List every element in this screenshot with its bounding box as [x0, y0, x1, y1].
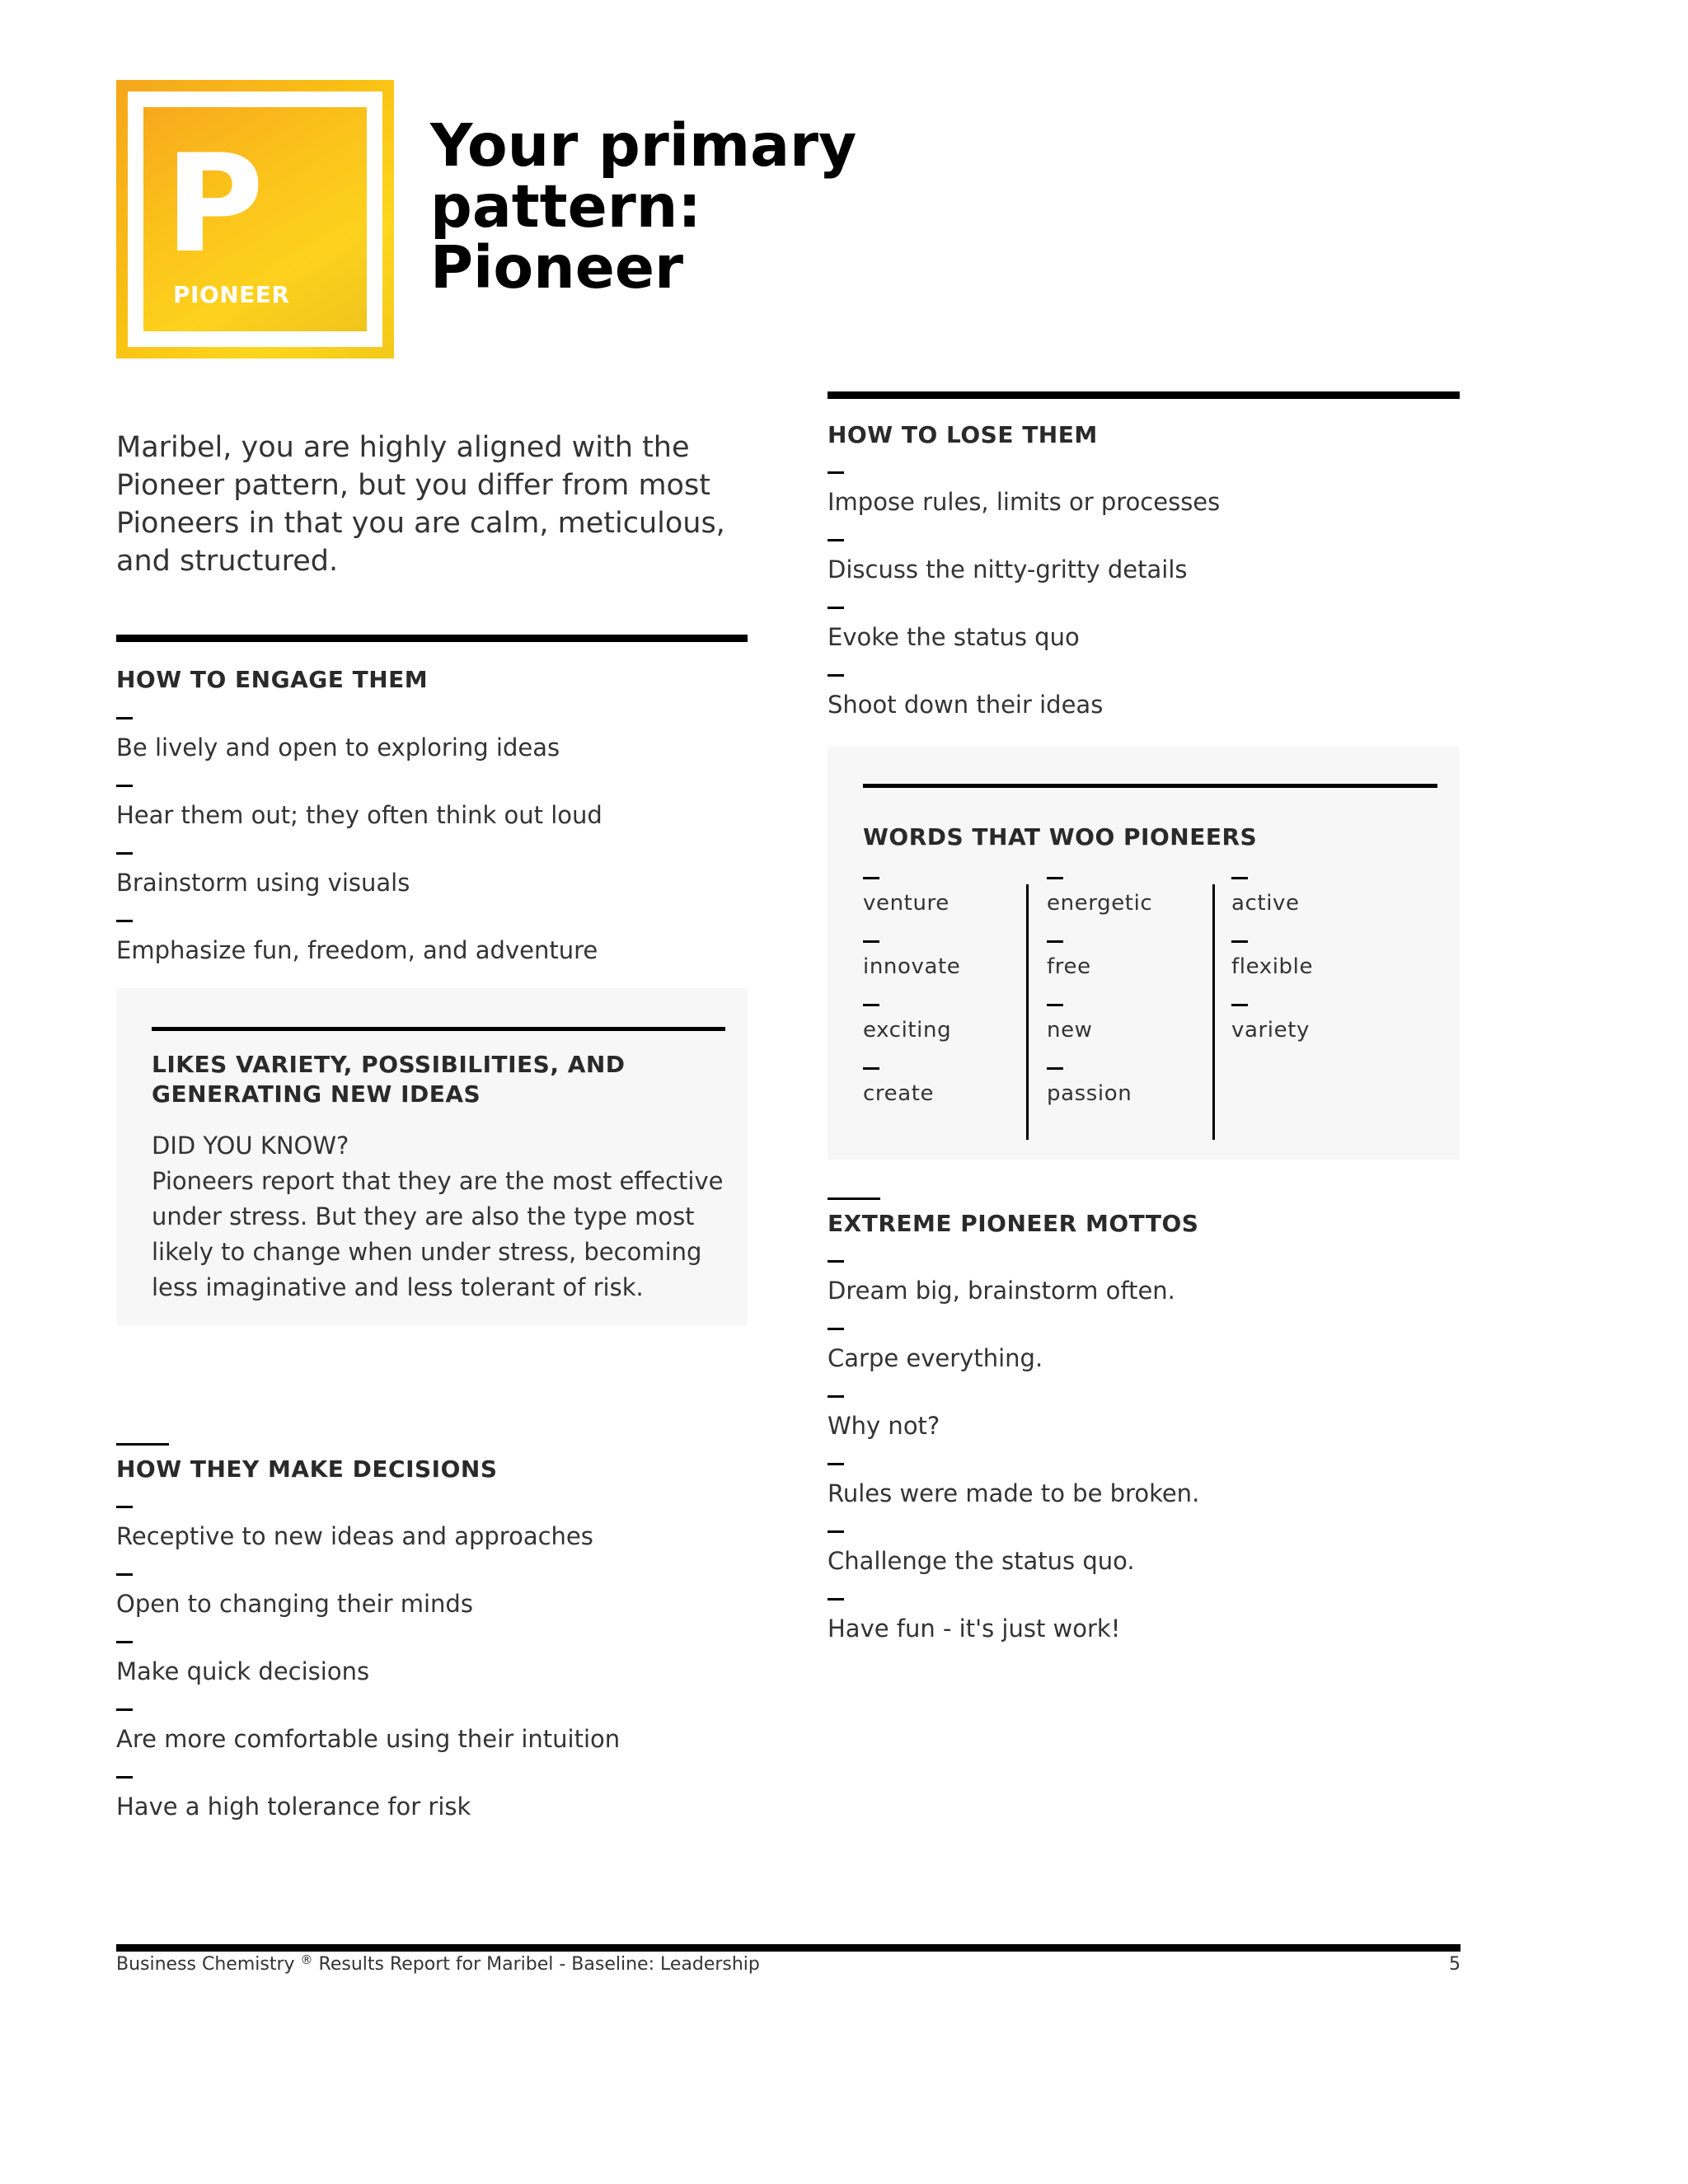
page-title-line2: Pioneer [430, 233, 684, 302]
word-item: exciting [863, 1018, 952, 1043]
words-box [828, 746, 1460, 1160]
decisions-list [116, 1521, 743, 1858]
registered-mark: ® [300, 1952, 313, 1967]
footer-divider [116, 1944, 1461, 1952]
list-item: Impose rules, limits or processes [828, 486, 1454, 518]
list-item: Carpe everything. [828, 1343, 1454, 1374]
intro-paragraph: Maribel, you are highly aligned with the Pioneer pattern, but you differ from most Pioneers in that you are calm, meticulous, and structured. [116, 431, 725, 578]
word-item: flexible [1231, 954, 1314, 979]
decisions-heading: HOW THEY MAKE DECISIONS [116, 1455, 498, 1483]
engage-heading: HOW TO ENGAGE THEM [116, 666, 429, 693]
footer-brand: Business Chemistry [116, 1954, 295, 1975]
decisions-divider [116, 1443, 169, 1446]
list-item: Discuss the nitty-gritty details [828, 554, 1454, 585]
did-you-know-text: Pioneers report that they are the most effective under stress. But they are also the type most likely to change when under stress, becoming less imaginative and less tolerant of risk. [152, 1167, 724, 1301]
engage-list [116, 732, 743, 1002]
word-item: active [1231, 891, 1300, 916]
page-number: 5 [1449, 1954, 1461, 1975]
list-item: Receptive to new ideas and approaches [116, 1521, 743, 1552]
list-item: Shoot down their ideas [828, 689, 1454, 720]
list-item: Have a high tolerance for risk [116, 1791, 743, 1822]
words-column-separator [1026, 884, 1029, 1140]
likes-box-heading-line2: GENERATING NEW IDEAS [152, 1080, 481, 1108]
word-item: create [863, 1081, 935, 1106]
list-item: Have fun - it's just work! [828, 1613, 1454, 1644]
words-box-heading: WORDS THAT WOO PIONEERS [863, 823, 1258, 851]
lose-heading: HOW TO LOSE THEM [828, 421, 1098, 448]
word-item: venture [863, 891, 950, 916]
list-item: Be lively and open to exploring ideas [116, 732, 743, 763]
page-title-line1: Your primary pattern: [430, 111, 857, 241]
pioneer-logo-letter: P [165, 125, 265, 283]
list-item: Make quick decisions [116, 1656, 743, 1687]
engage-divider [116, 635, 748, 642]
footer-report-title [116, 1954, 760, 1975]
list-item: Are more comfortable using their intuition [116, 1723, 743, 1755]
words-box-divider [863, 784, 1437, 788]
list-item: Hear them out; they often think out loud [116, 799, 743, 831]
did-you-know-label: DID YOU KNOW? [152, 1132, 349, 1160]
list-item: Rules were made to be broken. [828, 1478, 1454, 1509]
lose-list [828, 486, 1454, 757]
likes-box [116, 988, 748, 1326]
mottos-heading: EXTREME PIONEER MOTTOS [828, 1210, 1199, 1237]
mottos-list [828, 1275, 1454, 1680]
pioneer-logo-word: PIONEER [173, 281, 290, 308]
likes-box-divider [152, 1027, 725, 1031]
list-item: Dream big, brainstorm often. [828, 1275, 1454, 1306]
word-item: free [1047, 954, 1091, 979]
list-item: Challenge the status quo. [828, 1545, 1454, 1577]
list-item: Evoke the status quo [828, 621, 1454, 653]
word-item: variety [1231, 1018, 1311, 1043]
likes-box-heading-line1: LIKES VARIETY, POSSIBILITIES, AND [152, 1051, 626, 1078]
list-item: Why not? [828, 1410, 1454, 1441]
word-item: innovate [863, 954, 961, 979]
words-column-separator [1212, 884, 1215, 1140]
word-item: passion [1047, 1081, 1132, 1106]
mottos-divider [828, 1197, 880, 1200]
word-item: energetic [1047, 891, 1153, 916]
list-item: Emphasize fun, freedom, and adventure [116, 935, 743, 966]
footer-report-subtitle: Results Report for Maribel - Baseline: Leadership [312, 1954, 760, 1975]
likes-box-heading [152, 1050, 729, 1109]
list-item: Brainstorm using visuals [116, 867, 743, 898]
lose-divider [828, 391, 1460, 399]
list-item: Open to changing their minds [116, 1588, 743, 1619]
word-item: new [1047, 1018, 1093, 1043]
page-title [430, 111, 1090, 302]
